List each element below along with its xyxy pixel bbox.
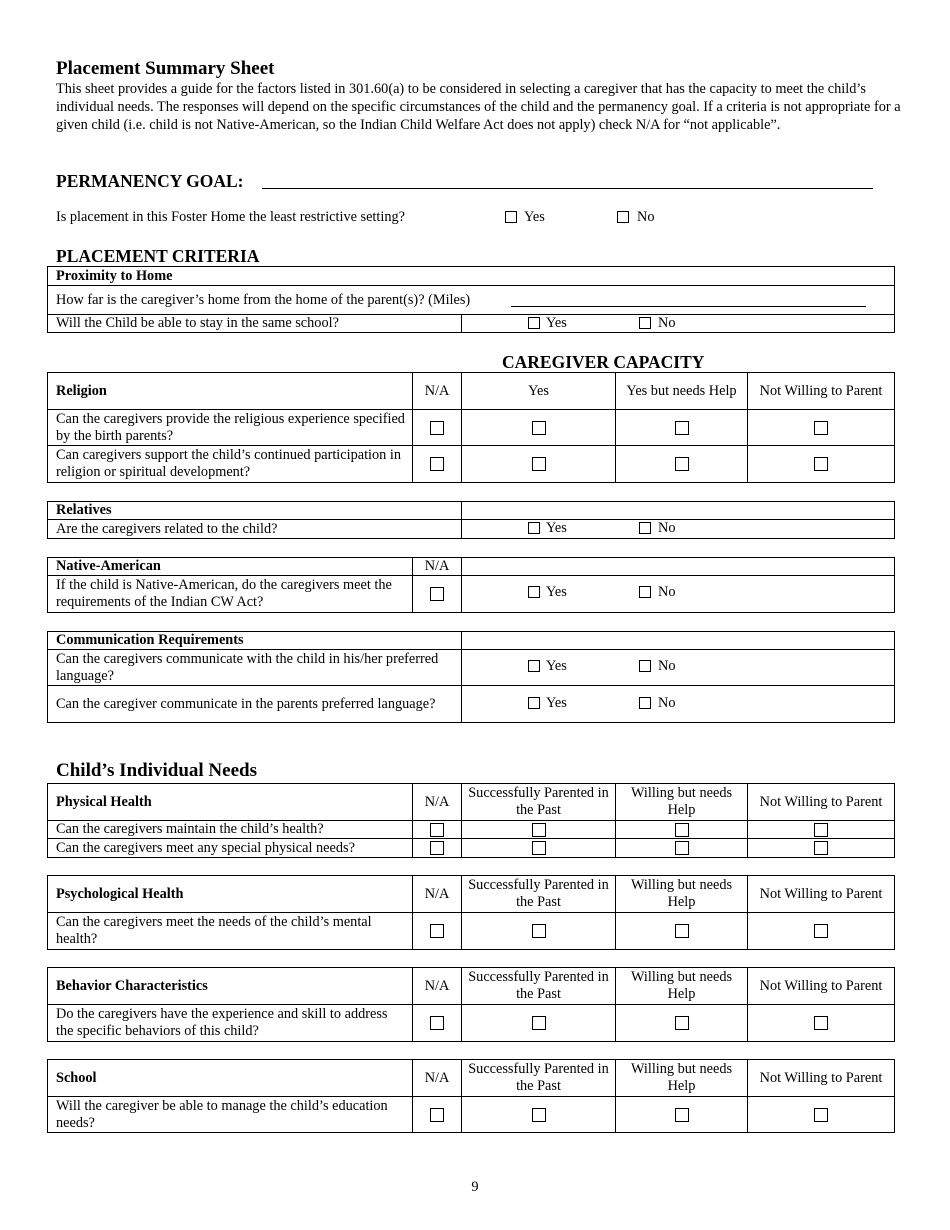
permanency-goal-field[interactable] [262, 188, 873, 189]
physical-row-1-help-checkbox[interactable] [675, 823, 689, 837]
school-row-1-na-checkbox[interactable] [430, 1108, 444, 1122]
religion-row-2-na-checkbox[interactable] [430, 457, 444, 471]
behavior-col-help: Willing but needs Help [615, 967, 748, 1005]
psych-row-1-help-checkbox[interactable] [675, 924, 689, 938]
school-col-help: Willing but needs Help [615, 1059, 748, 1097]
physical-col-na: N/A [412, 783, 462, 821]
communication-q1-no-label: No [658, 658, 676, 674]
behavior-row-1-question: Do the caregivers have the experience and skill to address the specific behaviors of this child? [47, 1004, 413, 1042]
physical-row-2-na-checkbox[interactable] [430, 841, 444, 855]
same-school-answer-cell [461, 314, 895, 333]
religion-col-na: N/A [412, 372, 462, 410]
native-american-header-blank [461, 557, 895, 576]
needs-title: Child’s Individual Needs [56, 760, 257, 781]
relatives-question: Are the caregivers related to the child? [47, 519, 462, 539]
relatives-no-checkbox[interactable] [639, 522, 651, 534]
least-restrictive-no-label: No [637, 209, 655, 225]
physical-row-1-not-willing-checkbox[interactable] [814, 823, 828, 837]
same-school-no-label: No [658, 315, 676, 331]
psych-row-1-success-checkbox[interactable] [532, 924, 546, 938]
communication-header: Communication Requirements [47, 631, 462, 650]
physical-health-header: Physical Health [47, 783, 413, 821]
page-title: Placement Summary Sheet [56, 58, 275, 79]
native-american-yes-label: Yes [546, 584, 567, 600]
communication-q1-answer-cell [461, 649, 895, 686]
communication-q1-no-checkbox[interactable] [639, 660, 651, 672]
native-american-no-label: No [658, 584, 676, 600]
psych-col-not-willing: Not Willing to Parent [747, 875, 895, 913]
school-row-1-success-checkbox[interactable] [532, 1108, 546, 1122]
religion-col-not-willing: Not Willing to Parent [747, 372, 895, 410]
religion-row-2-help-checkbox[interactable] [675, 457, 689, 471]
placement-criteria-title: PLACEMENT CRITERIA [56, 246, 260, 266]
physical-row-2-help-checkbox[interactable] [675, 841, 689, 855]
relatives-header: Relatives [47, 501, 462, 520]
native-american-col-na: N/A [412, 557, 462, 576]
behavior-header: Behavior Characteristics [47, 967, 413, 1005]
behavior-col-success: Successfully Parented in the Past [461, 967, 616, 1005]
communication-q1-yes-label: Yes [546, 658, 567, 674]
physical-row-1-question: Can the caregivers maintain the child’s health? [47, 820, 413, 839]
religion-col-yes-help: Yes but needs Help [615, 372, 748, 410]
physical-col-not-willing: Not Willing to Parent [747, 783, 895, 821]
native-american-question: If the child is Native-American, do the caregivers meet the requirements of the Indian CW Act? [47, 575, 413, 613]
native-american-na-checkbox[interactable] [430, 587, 444, 601]
behavior-col-na: N/A [412, 967, 462, 1005]
behavior-col-not-willing: Not Willing to Parent [747, 967, 895, 1005]
physical-row-2-success-checkbox[interactable] [532, 841, 546, 855]
psych-col-help: Willing but needs Help [615, 875, 748, 913]
communication-q2-yes-checkbox[interactable] [528, 697, 540, 709]
distance-miles-field[interactable] [511, 306, 866, 307]
communication-q1: Can the caregivers communicate with the child in his/her preferred language? [47, 649, 462, 686]
intro-paragraph: This sheet provides a guide for the factors listed in 301.60(a) to be considered in selecting a caregiver that has the capacity to meet the child’s individual needs. The responses will depend on the specific circumstances of the child and the permanency goal. If a criteria is not appropriate for a given child (i.e. child is not Native-American, so the Indian Child Welfare Act does not apply) check N/A for “not applicable”. [56, 81, 901, 133]
native-american-yes-checkbox[interactable] [528, 586, 540, 598]
religion-row-1-yes-checkbox[interactable] [532, 421, 546, 435]
proximity-distance-question: How far is the caregiver’s home from the home of the parent(s)? (Miles) [56, 291, 471, 308]
school-col-success: Successfully Parented in the Past [461, 1059, 616, 1097]
psychological-health-header: Psychological Health [47, 875, 413, 913]
relatives-no-label: No [658, 520, 676, 536]
religion-row-1-help-checkbox[interactable] [675, 421, 689, 435]
native-american-header: Native-American [47, 557, 413, 576]
school-row-1-question: Will the caregiver be able to manage the child’s education needs? [47, 1096, 413, 1133]
physical-row-2-not-willing-checkbox[interactable] [814, 841, 828, 855]
physical-row-1-na-checkbox[interactable] [430, 823, 444, 837]
proximity-distance-row [47, 285, 895, 315]
school-row-1-not-willing-checkbox[interactable] [814, 1108, 828, 1122]
same-school-yes-label: Yes [546, 315, 567, 331]
relatives-yes-label: Yes [546, 520, 567, 536]
page-number: 9 [471, 1179, 479, 1195]
physical-row-2-question: Can the caregivers meet any special physical needs? [47, 838, 413, 858]
same-school-question: Will the Child be able to stay in the same school? [47, 314, 462, 333]
native-american-answer-cell [461, 575, 895, 613]
communication-q2: Can the caregiver communicate in the parents preferred language? [47, 685, 462, 723]
communication-q1-yes-checkbox[interactable] [528, 660, 540, 672]
religion-row-2-not-willing-checkbox[interactable] [814, 457, 828, 471]
school-col-not-willing: Not Willing to Parent [747, 1059, 895, 1097]
psych-row-1-question: Can the caregivers meet the needs of the child’s mental health? [47, 912, 413, 950]
religion-row-1-question: Can the caregivers provide the religious experience specified by the birth parents? [47, 409, 413, 446]
native-american-no-checkbox[interactable] [639, 586, 651, 598]
physical-col-help: Willing but needs Help [615, 783, 748, 821]
relatives-yes-checkbox[interactable] [528, 522, 540, 534]
school-col-na: N/A [412, 1059, 462, 1097]
same-school-yes-checkbox[interactable] [528, 317, 540, 329]
communication-q2-no-checkbox[interactable] [639, 697, 651, 709]
school-row-1-help-checkbox[interactable] [675, 1108, 689, 1122]
psych-col-success: Successfully Parented in the Past [461, 875, 616, 913]
communication-q2-yes-label: Yes [546, 695, 567, 711]
behavior-row-1-help-checkbox[interactable] [675, 1016, 689, 1030]
physical-col-success: Successfully Parented in the Past [461, 783, 616, 821]
behavior-row-1-not-willing-checkbox[interactable] [814, 1016, 828, 1030]
school-header: School [47, 1059, 413, 1097]
communication-header-blank [461, 631, 895, 650]
caregiver-capacity-title: CAREGIVER CAPACITY [502, 352, 705, 372]
religion-row-2-yes-checkbox[interactable] [532, 457, 546, 471]
religion-row-1-na-checkbox[interactable] [430, 421, 444, 435]
religion-col-yes: Yes [461, 372, 616, 410]
permanency-goal-label: PERMANENCY GOAL: [56, 171, 244, 191]
proximity-header: Proximity to Home [47, 266, 895, 286]
least-restrictive-no-checkbox[interactable] [617, 211, 629, 223]
same-school-no-checkbox[interactable] [639, 317, 651, 329]
religion-header: Religion [47, 372, 413, 410]
psych-row-1-not-willing-checkbox[interactable] [814, 924, 828, 938]
behavior-row-1-success-checkbox[interactable] [532, 1016, 546, 1030]
least-restrictive-yes-checkbox[interactable] [505, 211, 517, 223]
religion-row-2-question: Can caregivers support the child’s continued participation in religion or spiritual development? [47, 445, 413, 483]
least-restrictive-question: Is placement in this Foster Home the least restrictive setting? [56, 209, 405, 225]
physical-row-1-success-checkbox[interactable] [532, 823, 546, 837]
communication-q2-answer-cell [461, 685, 895, 723]
communication-q2-no-label: No [658, 695, 676, 711]
relatives-header-blank [461, 501, 895, 520]
relatives-answer-cell [461, 519, 895, 539]
religion-row-1-not-willing-checkbox[interactable] [814, 421, 828, 435]
psych-row-1-na-checkbox[interactable] [430, 924, 444, 938]
least-restrictive-yes-label: Yes [524, 209, 545, 225]
psych-col-na: N/A [412, 875, 462, 913]
behavior-row-1-na-checkbox[interactable] [430, 1016, 444, 1030]
